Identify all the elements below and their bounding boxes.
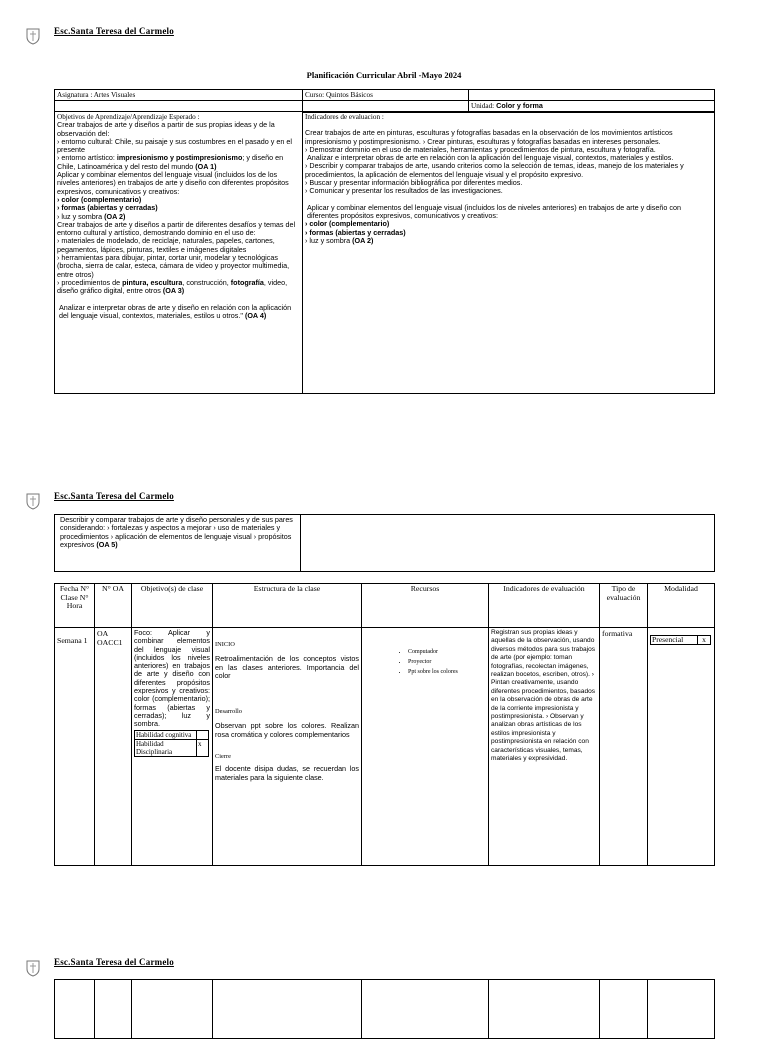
school-name: Esc.Santa Teresa del Carmelo: [54, 957, 174, 967]
document-title: Planificación Curricular Abril -Mayo 2024: [306, 70, 462, 80]
indicator-text: › formas (abiertas y cerradas): [305, 227, 406, 237]
course-cell: Curso: Quintos Básicos: [303, 90, 469, 101]
objective-text: › procedimientos de pintura, escultura, construcción, fotografía, video, diseño gráfico digital, entre otros (OA 3): [57, 277, 288, 296]
modality-box: [650, 635, 711, 645]
modality-label: Presencial: [651, 636, 698, 645]
header-noa: N° OA: [95, 584, 132, 628]
header-indicadores: Indicadores de evaluación: [489, 584, 600, 628]
indicator-text: › Comunicar y presentar los resultados de las investigaciones.: [305, 186, 503, 196]
indicator-text: › Demostrar dominio en el uso de materiales, herramientas y procedimientos de pintura, escultura y fotografía.: [305, 144, 656, 154]
table-row: [55, 628, 715, 866]
indicator-text: Analizar e interpretar obras de arte en relación con la aplicación del lenguaje visual, contextos, materiales y estilos.: [307, 153, 674, 163]
objective-text: Crear trabajos de arte y diseños a partir de diferentes desafíos y temas del entorno cultural y artístico, demostrando dominio en el uso de:: [57, 219, 296, 238]
skills-table: [134, 730, 209, 757]
header-estructura: Estructura de la clase: [213, 584, 362, 628]
objective-text: Analizar e interpretar obras de arte y diseño en relación con la aplicación del lenguaje visual, contextos, materiales, estilos u otros." (OA 4): [59, 302, 292, 320]
evaluation-type-cell: formativa: [600, 628, 648, 866]
oa5-code: (OA 5): [96, 539, 118, 549]
skill-label: Habilidad Disciplinaria: [135, 739, 197, 756]
objective-text: Crear trabajos de arte y diseños a partir de sus propias ideas y de la observación del:: [57, 120, 275, 138]
lesson-plan-table: [54, 583, 715, 866]
objective-text: › color (complementario): [57, 194, 142, 204]
resources-list: [364, 647, 486, 677]
week-cell: Semana 1: [55, 628, 95, 866]
resource-item: • Proyector: [408, 657, 486, 667]
objectives-table: [54, 111, 715, 394]
desarrollo-label: Desarrollo: [215, 708, 242, 716]
objective-continuation-table: [54, 514, 715, 572]
indicators-heading: Indicadores de evaluacion :: [305, 113, 384, 121]
structure-cell: [213, 628, 362, 866]
indicator-text: › luz y sombra (OA 2): [305, 235, 374, 245]
indicator-text: › color (complementario): [305, 219, 390, 229]
skill-row: [135, 730, 209, 739]
modality-checkbox[interactable]: x: [698, 636, 711, 645]
school-name: Esc.Santa Teresa del Carmelo: [54, 491, 174, 501]
skill-label: Habilidad cognitiva: [135, 730, 197, 739]
objective-text: › herramientas para dibujar, pintar, cortar unir, modelar y tecnológicas (brocha, sierra de calar, esteca, cámara de video y proyector multimedia, entre otros): [57, 253, 290, 279]
desarrollo-text: Observan ppt sobre los colores. Realizan rosa cromática y colores complementarios: [215, 721, 359, 739]
indicator-text: Crear trabajos de arte en pinturas, esculturas y fotografías basadas en la observación de los movimientos artísticos impresionismo y postimpresionismo. › Crear pinturas, esculturas y fotografías basadas en intereses personales.: [305, 128, 673, 146]
indicator-text: Aplicar y combinar elementos del lenguaje visual (incluidos los de niveles anteriores) en trabajos de arte y diseño con diferentes propósitos expresivos, comunicativos y creativos:: [307, 202, 681, 220]
objective-text: › luz y sombra (OA 2): [57, 211, 126, 221]
subject-cell: Asignatura : Artes Visuales: [55, 90, 303, 101]
header-recursos: Recursos: [362, 584, 489, 628]
objective-text: Aplicar y combinar elementos del lenguaje visual (incluidos los de los niveles anteriores) en trabajos de arte y diseño con diferentes propósitos expresivos, comunicativos y creativos:: [57, 170, 289, 196]
unit-label: Unidad:: [471, 102, 495, 111]
objective-text: › entorno artístico: impresionismo y postimpresionismo; y diseño en Chile, Latinoamérica y del resto del mundo (OA 1): [57, 153, 284, 171]
skill-row: [135, 739, 209, 756]
indicators-cell: [303, 112, 715, 394]
indicator-text: › Buscar y presentar información bibliográfica por diferentes medios.: [305, 178, 523, 188]
school-name: Esc.Santa Teresa del Carmelo: [54, 26, 174, 36]
objective-text: › entorno cultural: Chile, su paisaje y sus costumbres en el pasado y en el presente: [57, 136, 292, 155]
oa5-text: Describir y comparar trabajos de arte y diseño personales y de sus pares considerando: › fortalezas y aspectos a mejorar › uso de materiales y procedimientos › aplicación de elementos de lenguaje visual › propósitos expresivos: [60, 515, 293, 549]
school-crest-icon: [26, 960, 40, 977]
header-modalidad: Modalidad: [648, 584, 715, 628]
skill-checkbox[interactable]: [197, 730, 209, 739]
inicio-label: INICIO: [215, 641, 235, 648]
objective-text: › formas (abiertas y cerradas): [57, 203, 158, 213]
modality-cell: [648, 628, 715, 866]
objectives-heading: Objetivos de Aprendizaje/Aprendizaje Esperado :: [57, 113, 200, 121]
resource-item: • Ppt sobre los colores: [408, 667, 486, 677]
cierre-label: Cierre: [215, 753, 231, 761]
cierre-text: El docente disipa dudas, se recuerdan los materiales para la siguiente clase.: [215, 764, 359, 782]
header-fecha: Fecha N° Clase N° Hora: [55, 584, 95, 628]
school-crest-icon: [26, 28, 40, 45]
school-crest-icon: [26, 493, 40, 510]
oa-cell: OA OACC1: [95, 628, 132, 866]
resource-item: • Computador: [408, 647, 486, 657]
objective-cell: [132, 628, 213, 866]
indicator-text: › Describir y comparar trabajos de arte, usando criterios como la selección de temas, ideas, manejo de los materiales y procedimientos, la aplicación de elementos del lenguaje visual y el propósito expresivo.: [305, 161, 684, 179]
oa5-cell: [55, 515, 301, 572]
indicators-cell: Registran sus propias ideas y aquellas de la observación, usando diversos métodos para sus trabajos de arte (por ejemplo: toman fotografías, recolectan imágenes, realizan bocetos, escriben, otros). › Pintan creativamente, usando diferentes procedimientos, basados en la observación de obras de arte de la corriente impresionista y postimpresionista. › Observan y analizan obras artísticas de los estilos impresionista y postimpresionista en relación con características visuales, temas, materiales y expresividad.: [489, 628, 600, 866]
objective-text: › materiales de modelado, de reciclaje, naturales, papeles, cartones, pegamentos, lápices, pinturas, textiles e imágenes digitales: [57, 236, 275, 254]
header-tipo: Tipo de evaluación: [600, 584, 648, 628]
resources-cell: [362, 628, 489, 866]
unit-value: Color y forma: [496, 101, 543, 111]
header-objetivo: Objetivo(s) de clase: [132, 584, 213, 628]
curriculum-header-table: [54, 89, 715, 113]
inicio-text: Retroalimentación de los conceptos vistos en las clases anteriores. Importancia del color: [215, 654, 359, 680]
class-objective: Foco: Aplicar y combinar elementos del lenguaje visual (incluidos los niveles anteriores) en trabajos de arte y diseño con diferentes propósitos expresivos y creativos: color (complementario); formas (abiertas y cerradas); luz y sombra.: [134, 628, 210, 729]
objectives-cell: [55, 112, 303, 394]
skill-checkbox[interactable]: x: [197, 739, 209, 756]
empty-plan-table: [54, 979, 715, 1039]
